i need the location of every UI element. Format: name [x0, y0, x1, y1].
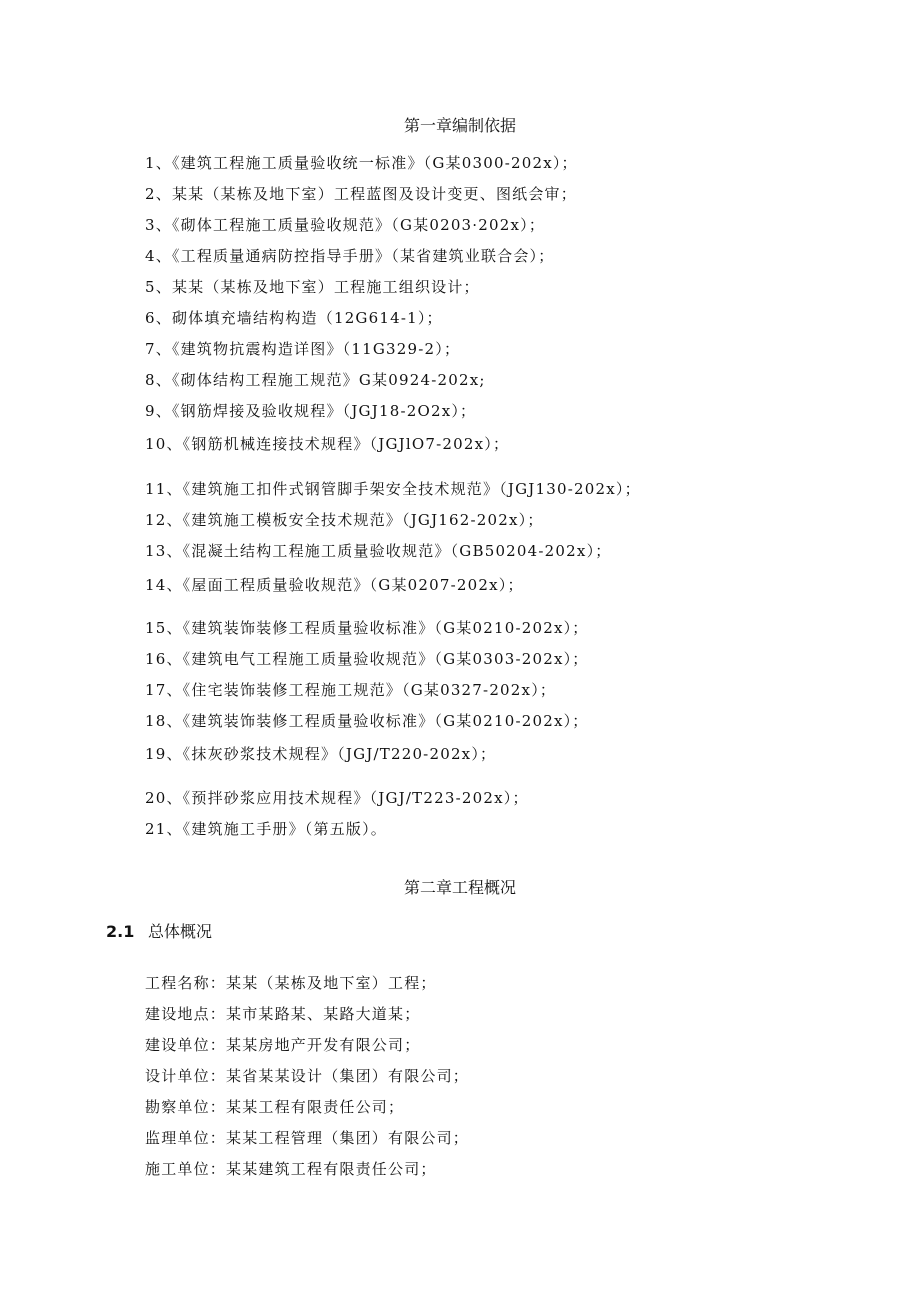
reference-item: 18、《建筑装饰装修工程质量验收标准》（G某0210-202x）；: [145, 712, 589, 730]
reference-item: 8、《砌体结构工程施工规范》G某0924-202x;: [145, 371, 486, 389]
overview-item: 监理单位：某某工程管理（集团）有限公司；: [145, 1129, 470, 1147]
chapter-1-title: 第一章编制依据: [403, 116, 516, 135]
reference-item: 15、《建筑装饰装修工程质量验收标准》（G某0210-202x）；: [145, 619, 589, 637]
reference-item: 1、《建筑工程施工质量验收统一标准》（G某0300-202x）；: [145, 154, 578, 172]
overview-item: 工程名称：某某（某栋及地下室）工程；: [145, 974, 437, 992]
section-number: 2.1: [106, 922, 135, 941]
reference-item: 19、《抹灰砂浆技术规程》（JGJ/T220-202x）；: [145, 745, 497, 763]
reference-item: 2、某某（某栋及地下室）工程蓝图及设计变更、图纸会审；: [145, 185, 577, 203]
overview-item: 勘察单位：某某工程有限责任公司；: [145, 1098, 405, 1116]
reference-item: 6、砌体填充墙结构构造（12G614-1）；: [145, 309, 443, 327]
reference-item: 11、《建筑施工扣件式钢管脚手架安全技术规范》（JGJ130-202x）；: [145, 480, 641, 498]
reference-item: 17、《住宅装饰装修工程施工规范》（G某0327-202x）；: [145, 681, 557, 699]
reference-item: 3、《砌体工程施工质量验收规范》（G某0203·202x）；: [145, 216, 546, 234]
reference-item: 21、《建筑施工手册》（第五版）。: [145, 820, 387, 838]
reference-item: 16、《建筑电气工程施工质量验收规范》（G某0303-202x）；: [145, 650, 589, 668]
overview-item: 设计单位：某省某某设计（集团）有限公司；: [145, 1067, 470, 1085]
reference-item: 5、某某（某栋及地下室）工程施工组织设计；: [145, 278, 480, 296]
section-heading: [106, 919, 212, 942]
reference-item: 7、《建筑物抗震构造详图》（11G329-2）；: [145, 340, 461, 358]
overview-item: 建设单位：某某房地产开发有限公司；: [145, 1036, 421, 1054]
reference-item: 10、《钢筋机械连接技术规程》（JGJlO7-202x）；: [145, 435, 510, 453]
reference-item: 20、《预拌砂浆应用技术规程》（JGJ/T223-202x）；: [145, 789, 529, 807]
reference-item: 9、《钢筋焊接及验收规程》（JGJ18-2O2x）；: [145, 402, 477, 420]
chapter-2-title: 第二章工程概况: [403, 878, 516, 897]
overview-item: 施工单位：某某建筑工程有限责任公司；: [145, 1160, 437, 1178]
reference-item: 14、《屋面工程质量验收规范》（G某0207-202x）；: [145, 576, 524, 594]
reference-item: 4、《工程质量通病防控指导手册》（某省建筑业联合会）；: [145, 247, 555, 265]
reference-item: 12、《建筑施工模板安全技术规范》（JGJ162-202x）；: [145, 511, 544, 529]
section-title: 总体概况: [148, 922, 213, 941]
reference-item: 13、《混凝土结构工程施工质量验收规范》（GB50204-202x）；: [145, 542, 612, 560]
overview-item: 建设地点：某市某路某、某路大道某；: [145, 1005, 421, 1023]
